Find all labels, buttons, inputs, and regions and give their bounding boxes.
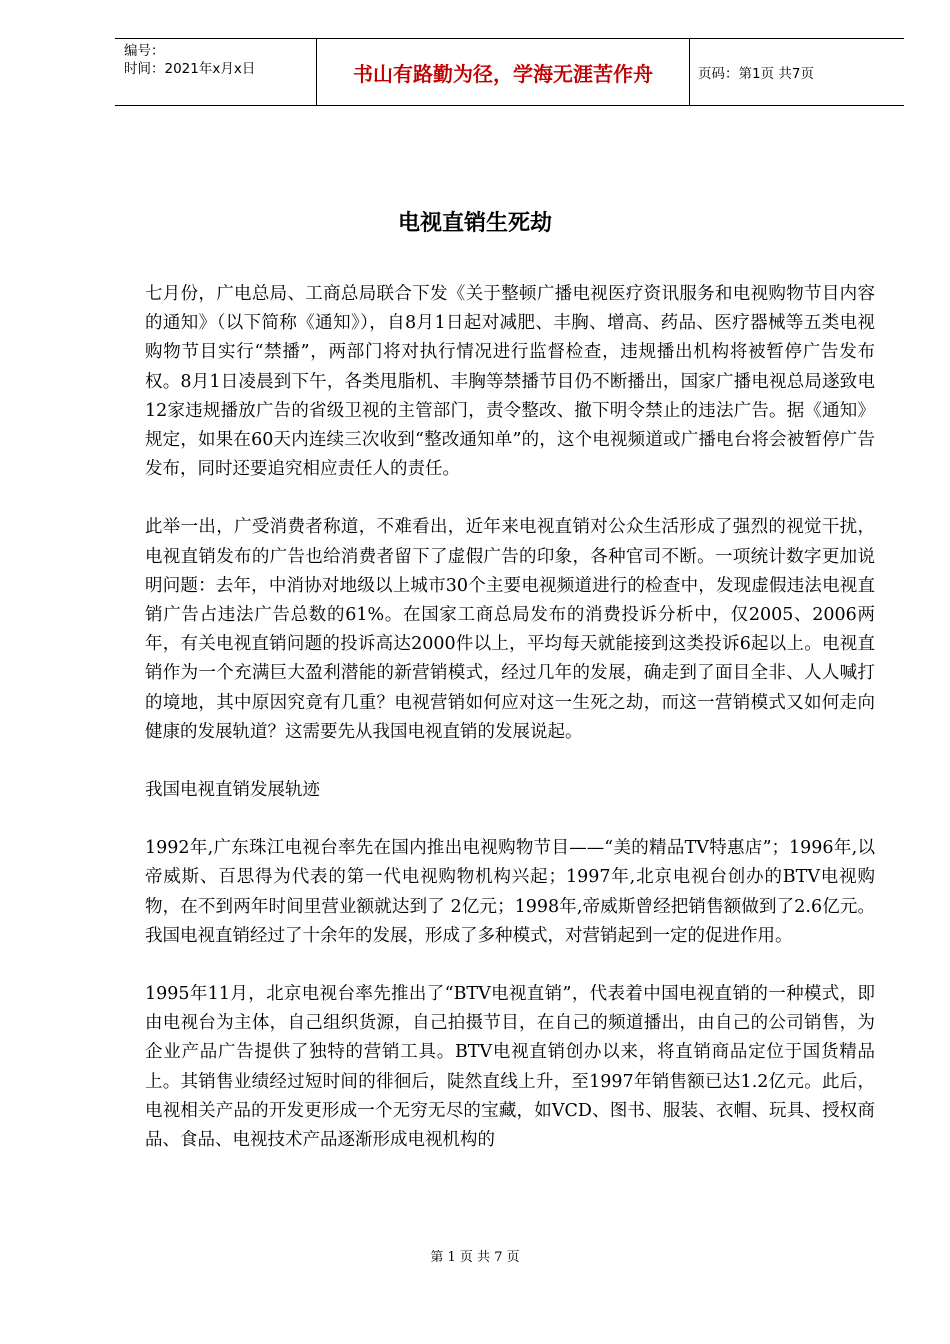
- number-label: 编号：: [124, 43, 165, 59]
- header-meta: [115, 39, 316, 105]
- paragraph: 此举一出，广受消费者称道，不难看出，近年来电视直销对公众生活形成了强烈的视觉干扰，电视直销发布的广告也给消费者留下了虚假广告的印象，各种官司不断。一项统计数字更加说明问题：去年，中消协对地级以上城市30个主要电视频道进行的检查中，发现虚假违法电视直销广告占违法广告总数的61%。在国家工商总局发布的消费投诉分析中，仅2005、2006两年，有关电视直销问题的投诉高达2000件以上，平均每天就能接到这类投诉6起以上。电视直销作为一个充满巨大盈利潜能的新营销模式，经过几年的发展，确走到了面目全非、人人喊打的境地，其中原因究竟有几重？电视营销如何应对这一生死之劫，而这一营销模式又如何走向健康的发展轨道？这需要先从我国电视直销的发展说起。: [145, 517, 875, 742]
- page-footer: 第 1 页 共 7 页: [430, 1250, 520, 1265]
- document-title: 电视直销生死劫: [397, 211, 552, 236]
- paragraph: 七月份，广电总局、工商总局联合下发《关于整顿广播电视医疗资讯服务和电视购物节目内容的通知》（以下简称《通知》），自8月1日起对减肥、丰胸、增高、药品、医疗器械等五类电视购物节目实行“禁播”，两部门将对执行情况进行监督检查，违规播出机构将被暂停广告发布权。8月1日凌晨到下午，各类甩脂机、丰胸等禁播节目仍不断播出，国家广播电视总局遂致电12家违规播放广告的省级卫视的主管部门，责令整改、撤下明令禁止的违法广告。据《通知》规定，如果在60天内连续三次收到“整改通知单”的，这个电视频道或广播电台将会被暂停广告发布，同时还要追究相应责任人的责任。: [145, 284, 875, 480]
- time-label: 时间：2021年x月x日: [124, 61, 256, 77]
- header-page-info: 页码：第1页 共7页: [698, 66, 814, 82]
- page-header: [115, 38, 904, 106]
- paragraph: 1992年,广东珠江电视台率先在国内推出电视购物节目——“美的精品TV特惠店”；1996年,以帝威斯、百思得为代表的第一代电视购物机构兴起；1997年,北京电视台创办的BTV电视购物，在不到两年时间里营业额就达到了 2亿元；1998年,帝威斯曾经把销售额做到了2.6亿元。我国电视直销经过了十余年的发展，形成了多种模式，对营销起到一定的促进作用。: [145, 838, 875, 946]
- header-motto: 书山有路勤为径，学海无涯苦作舟: [316, 39, 690, 105]
- document-body: [145, 280, 875, 1184]
- section-heading: 我国电视直销发展轨迹: [145, 780, 320, 801]
- paragraph: 1995年11月，北京电视台率先推出了“BTV电视直销”，代表着中国电视直销的一种模式，即由电视台为主体，自己组织货源，自己拍摄节目，在自己的频道播出，由自己的公司销售，为企业产品广告提供了独特的营销工具。BTV电视直销创办以来，将直销商品定位于国货精品上。其销售业绩经过短时间的徘徊后，陡然直线上升，至1997年销售额已达1.2亿元。此后，电视相关产品的开发更形成一个无穷无尽的宝藏，如VCD、图书、服装、衣帽、玩具、授权商品、食品、电视技术产品逐渐形成电视机构的: [145, 984, 875, 1151]
